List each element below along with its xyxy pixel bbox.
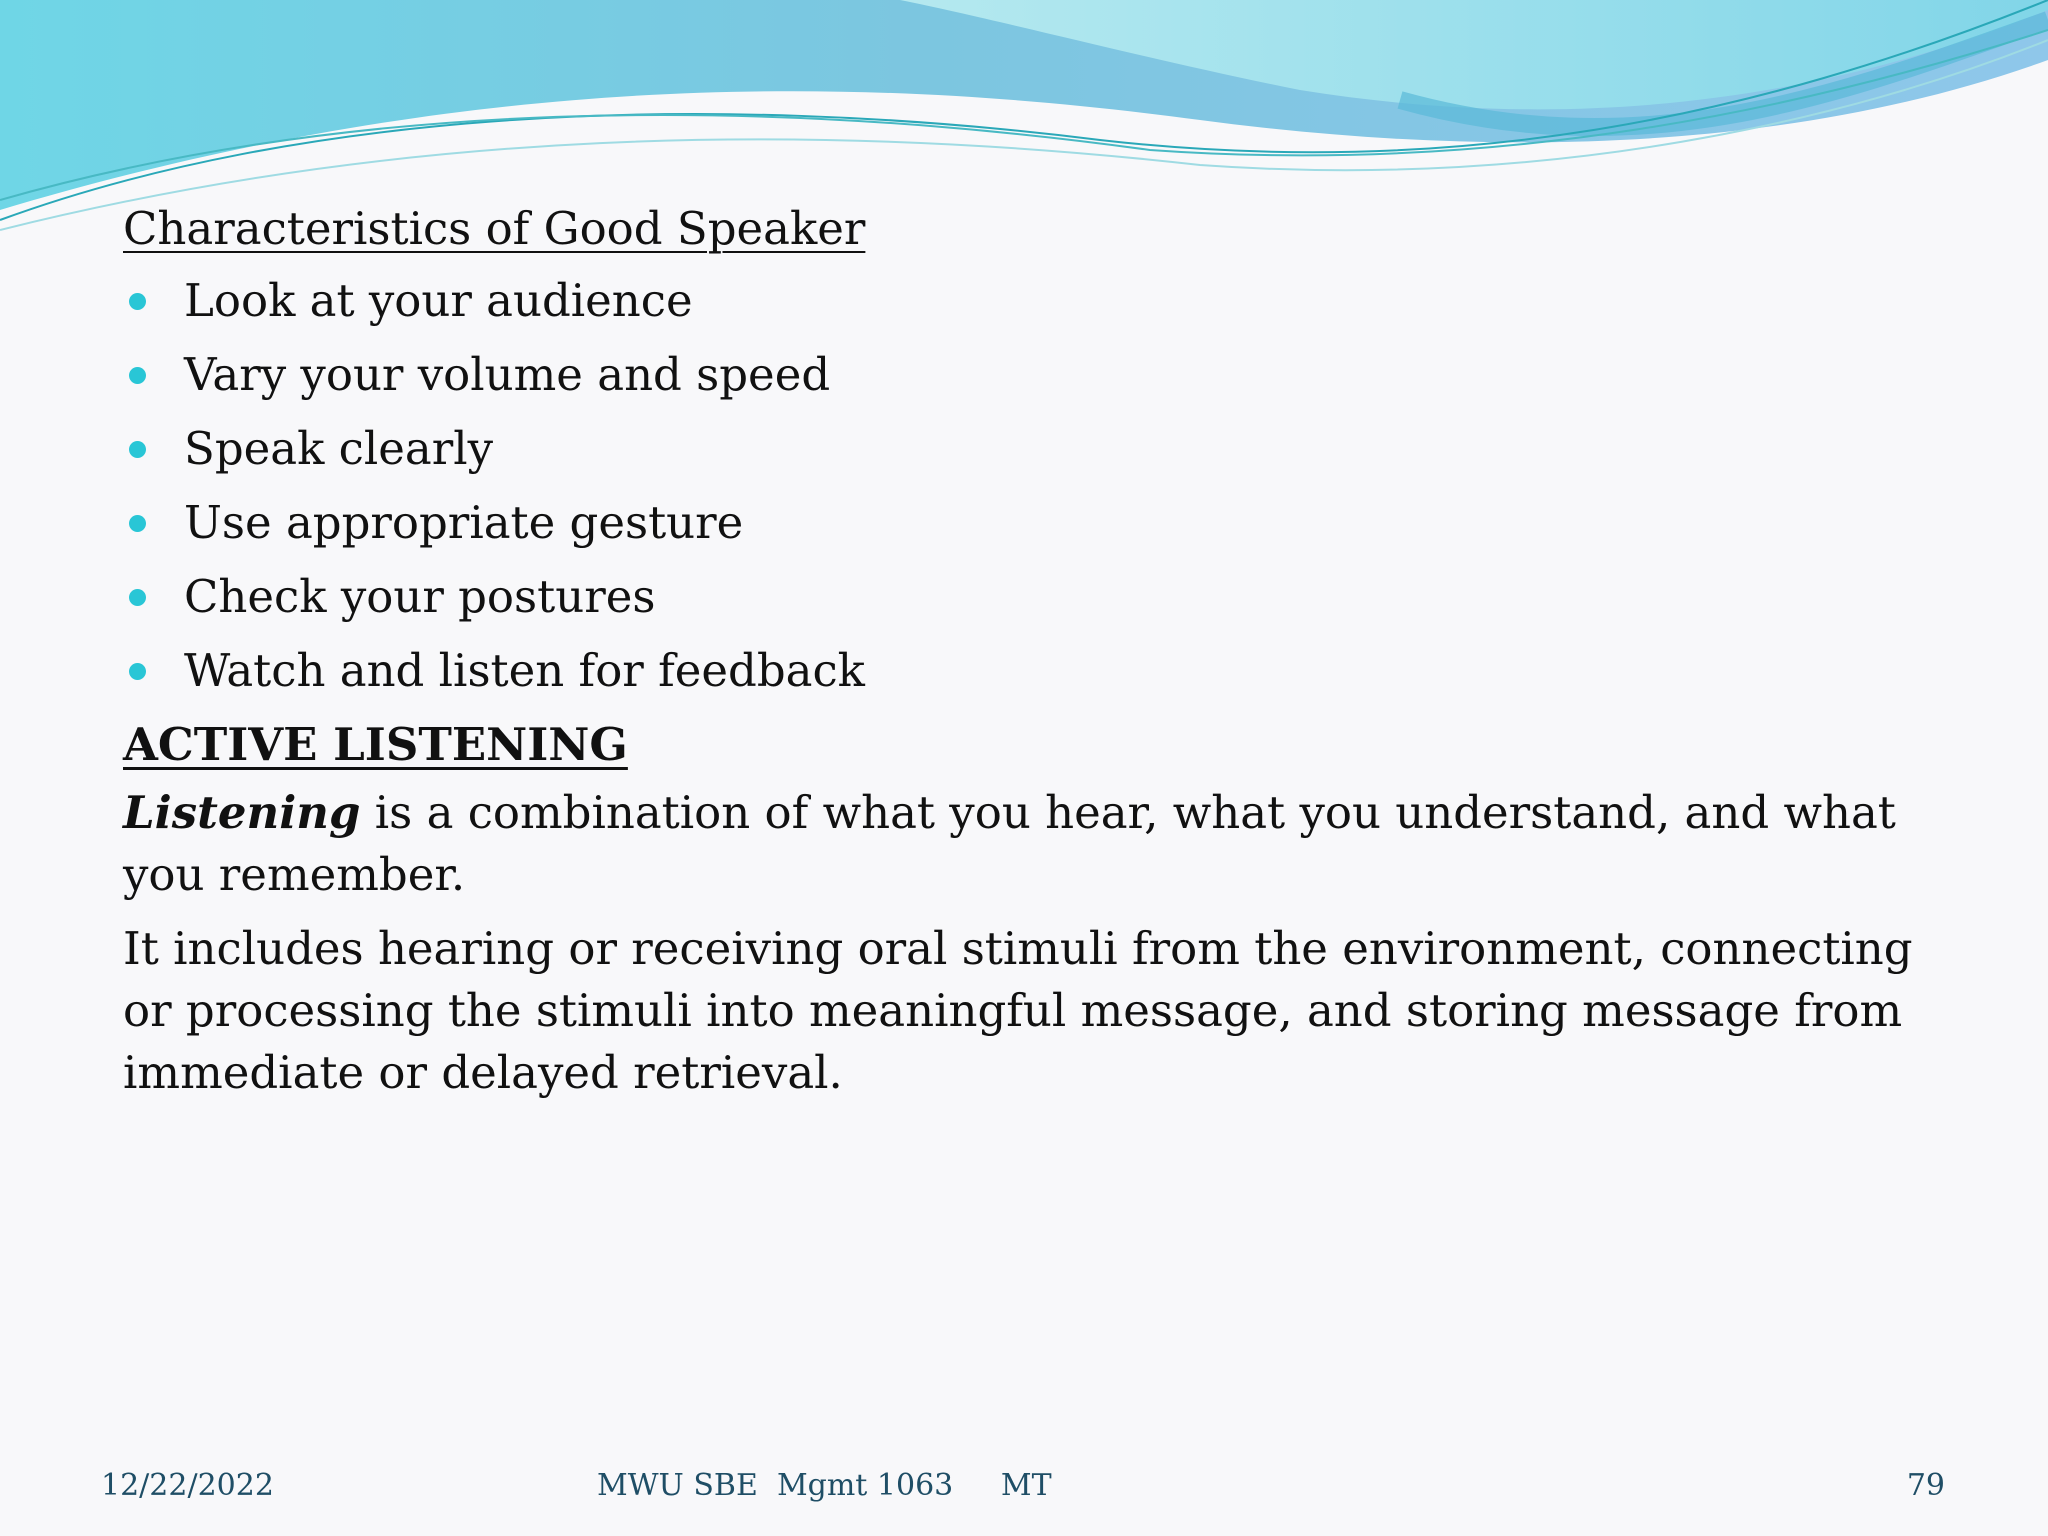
bullet-dot-icon <box>129 589 146 606</box>
heading-good-speaker: Characteristics of Good Speaker <box>123 202 866 255</box>
list-item <box>123 264 1923 338</box>
bullet-dot-icon <box>129 367 146 384</box>
list-item <box>123 338 1923 412</box>
footer-course-text: MWU SBE Mgmt 1063 MT <box>597 1468 1052 1503</box>
list-item-text: Check your postures <box>184 570 656 623</box>
list-item-text: Look at your audience <box>184 274 693 327</box>
bullet-dot-icon <box>129 441 146 458</box>
bullet-dot-icon <box>129 515 146 532</box>
list-item <box>123 634 1923 708</box>
section-title-active-listening: ACTIVE LISTENING <box>123 718 628 771</box>
listening-term: Listening <box>123 786 361 839</box>
slide-number: 79 <box>1906 1468 1945 1503</box>
listening-description: It includes hearing or receiving oral stimuli from the environment, connecting or processing the stimuli into meaningful message, and storing message from immediate or delayed retrieval. <box>123 922 1913 1099</box>
list-item-text: Speak clearly <box>184 422 494 475</box>
list-item-text: Use appropriate gesture <box>184 496 744 549</box>
list-item <box>123 412 1923 486</box>
list-item <box>123 486 1923 560</box>
listening-definition-text: is a combination of what you hear, what you understand, and what you remember. <box>123 786 1896 901</box>
footer-course <box>597 1468 1052 1503</box>
list-item <box>123 560 1923 634</box>
bullet-dot-icon <box>129 663 146 680</box>
speaker-characteristics-list <box>123 264 1923 708</box>
bullet-dot-icon <box>129 293 146 310</box>
list-item-text: Watch and listen for feedback <box>184 644 865 697</box>
list-item-text: Vary your volume and speed <box>184 348 831 401</box>
slide-content <box>123 196 1923 1116</box>
footer-date: 12/22/2022 <box>101 1468 274 1503</box>
listening-definition <box>123 782 1923 906</box>
